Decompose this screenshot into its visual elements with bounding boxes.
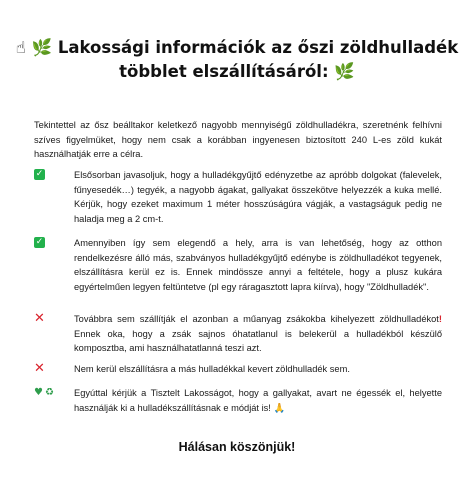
title-text-2: többlet elszállításáról:	[119, 62, 329, 81]
list-item	[34, 168, 442, 226]
intro-paragraph: Tekintettel az ősz beálltakor keletkező nagyobb mennyiségű zöldhulladékra, szeretnénk felhívni szíves figyelmüket, hogy nem csak a korábban ingyenesen biztosított 240 L-es zöld kukát használhatják erre a célra.	[34, 120, 442, 159]
check-icon: ✓	[35, 237, 44, 247]
recycle-icon: ♻	[44, 387, 54, 398]
title-line-2	[0, 60, 474, 84]
closing-text: Hálásan köszönjük!	[178, 440, 296, 454]
exclamation-icon: !	[438, 314, 442, 324]
list-item	[34, 312, 442, 356]
list-item-text: Amennyiben így sem elegendő a hely, arra is van lehetőség, hogy az otthon rendelkezésre álló más, szabványos hulladékgyűjtő edénybe is zöldhulladékot tegyenek, elszállításra kerül ez is. Ennek mindössze annyi a feltétele, hogy a plusz kukára egyértelműen legyen feltüntetve (pl egy ráragasztott lapra kiírva), hogy "Zöldhulladék".	[74, 238, 442, 292]
cross-icon: ✕	[34, 361, 45, 376]
check-icon: ✓	[35, 169, 44, 179]
list-item-text: Nem kerül elszállításra a más hulladékkal kevert zöldhulladék sem.	[74, 364, 350, 374]
title-line-1	[0, 36, 474, 60]
green-heart-icon: ♥	[34, 387, 43, 398]
list-item-text: Elsősorban javasoljuk, hogy a hulladékgyűjtő edényzetbe az apróbb dolgokat (falevelek, fűnyesedék…) tegyék, a nagyobb ágakat, gallyakat összekötve helyezzék a kuka mellé. Kérjük, hogy ezeket maximum 1 méter hosszúságúra vágják, a vastagságuk pedig ne haladja meg a 2 cm-t.	[74, 170, 442, 224]
praying-hands-icon: 🙏	[270, 402, 286, 414]
list-item	[34, 236, 442, 294]
document-title	[0, 36, 474, 84]
list-item-text: Továbbra sem szállítják el azonban a műanyag zsákokba kihelyezett zöldhulladékot! Ennek oka, hogy a zsák sajnos óhatatlanul is belekerül a hulladékból készülő komposztba, ami használhatatlanná teszi azt.	[74, 314, 442, 353]
cross-icon: ✕	[34, 311, 45, 326]
herb-icon: 🌿	[31, 38, 53, 57]
herb-icon: 🌿	[334, 62, 355, 81]
pointing-hand-icon: ☝	[15, 38, 26, 57]
list-item-text: Egyúttal kérjük a Tisztelt Lakosságot, hogy a gallyakat, avart ne égessék el, helyette használják ki a hulladékszállításnak e módját is! 🙏	[74, 388, 442, 414]
list-item	[34, 386, 442, 416]
title-text-1: Lakossági információk az őszi zöldhulladék	[57, 38, 459, 57]
list-item	[34, 362, 442, 377]
